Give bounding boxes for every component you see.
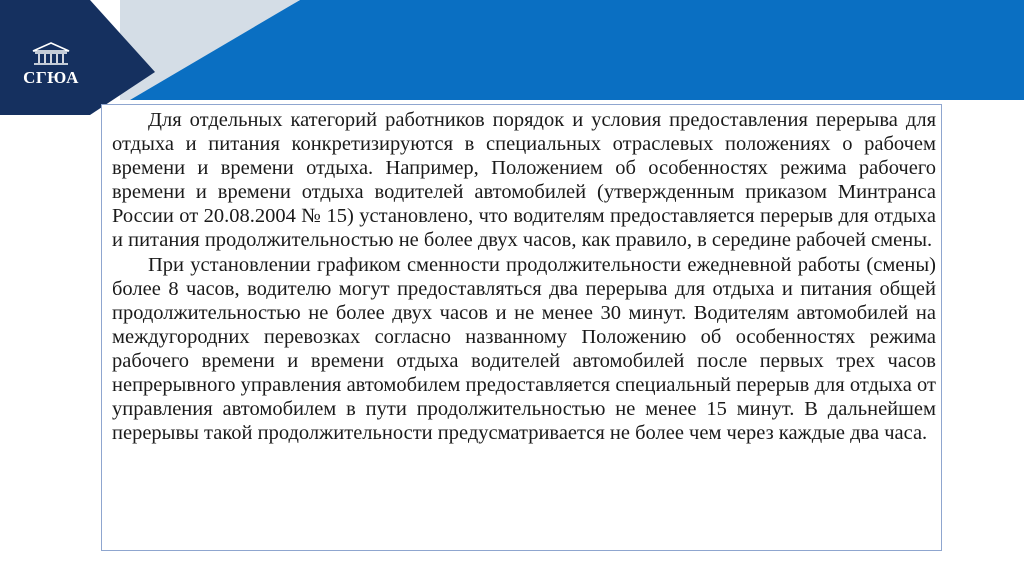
- logo-text: СГЮА: [23, 68, 79, 87]
- text-block: [112, 108, 936, 445]
- logo: [12, 42, 90, 92]
- paragraph-2: При установлении графиком сменности продолжительности ежедневной работы (смены) более 8 часов, водителю могут предоставляться два перерыва для отдыха и питания общей продолжительностью не более двух часов и не менее 30 минут. Водителям автомобилей на междугородних перевозках согласно названному Положению об особенностях режима рабочего времени и времени отдыха водителей автомобилей после первых трех часов непрерывного управления автомобилем предоставляется специальный перерыв для отдыха от управления автомобилем в пути продолжительностью не менее 15 минут. В дальнейшем перерывы такой продолжительности предусматривается не более чем через каждые два часа.: [112, 253, 936, 445]
- header-band: [0, 0, 1024, 120]
- building-icon: [31, 42, 71, 66]
- paragraph-1: Для отдельных категорий работников порядок и условия предоставления перерыва для отдыха и питания конкретизируются в специальных отраслевых положениях о рабочем времени и времени отдыха. Например, Положением об особенностях режима рабочего времени и времени отдыха водителей автомобилей (утвержденным приказом Минтранса России от 20.08.2004 № 15) установлено, что водителям предоставляется перерыв для отдыха и питания продолжительностью не более двух часов, как правило, в середине рабочей смены.: [112, 109, 936, 252]
